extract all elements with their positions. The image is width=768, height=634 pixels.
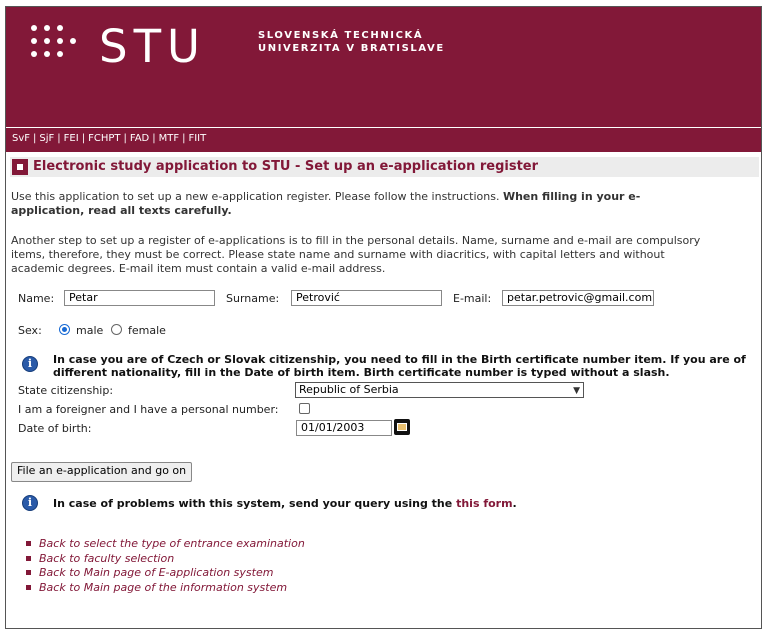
faculty-nav-bar: SvF | SjF | FEI | FCHPT | FAD | MTF | FIIT [6, 127, 761, 152]
citizenship-selected-value: Republic of Serbia [299, 383, 399, 396]
faculty-link-svf[interactable]: SvF [12, 133, 31, 144]
help-info-icon: i [22, 495, 38, 511]
faculty-link-fad[interactable]: FAD [129, 133, 150, 144]
sex-female-radio[interactable] [111, 324, 122, 335]
back-link-eapp-main[interactable]: Back to Main page of E-application system [39, 566, 274, 579]
page-title-bar [10, 157, 759, 177]
bullet-icon [26, 585, 31, 590]
sex-male-radio[interactable] [59, 324, 70, 335]
help-suffix: . [512, 497, 517, 510]
intro-text: Use this application to set up a new e-application register. Please follow the instructions. [11, 190, 500, 203]
dob-label: Date of birth: [18, 422, 92, 435]
name-label: Name: [18, 292, 55, 305]
page-title: Electronic study application to STU - Set up an e-application register [33, 159, 539, 174]
email-label: E-mail: [453, 292, 492, 305]
surname-input[interactable]: Petrović [291, 290, 442, 306]
university-name [258, 29, 445, 55]
university-name-line2: UNIVERZITA V BRATISLAVE [258, 43, 445, 54]
faculty-link-sjf[interactable]: SjF [39, 133, 55, 144]
foreigner-label: I am a foreigner and I have a personal number: [18, 403, 279, 416]
faculty-link-fiit[interactable]: FIIT [188, 133, 207, 144]
sex-label: Sex: [18, 324, 42, 337]
name-input[interactable]: Petar [64, 290, 215, 306]
bullet-icon [26, 556, 31, 561]
email-input[interactable]: petar.petrovic@gmail.com [502, 290, 654, 306]
calendar-icon[interactable] [394, 419, 410, 435]
bullet-icon [26, 541, 31, 546]
help-text-line [53, 497, 517, 510]
sex-male-label[interactable]: male [76, 324, 104, 337]
sex-female-label[interactable]: female [128, 324, 166, 337]
dob-input[interactable]: 01/01/2003 [296, 420, 392, 436]
page-frame [5, 6, 762, 629]
help-text: In case of problems with this system, send your query using the [53, 497, 453, 510]
bullet-icon [26, 570, 31, 575]
title-square-icon [12, 159, 28, 175]
surname-label: Surname: [226, 292, 280, 305]
chevron-down-icon: ▼ [573, 386, 580, 396]
back-link-entrance-exam[interactable]: Back to select the type of entrance examination [39, 537, 305, 550]
citizenship-select[interactable] [295, 382, 584, 398]
citizenship-note: In case you are of Czech or Slovak citizenship, you need to fill in the Birth certificate number item. If you are of different nationality, fill in the Date of birth item. Birth certificate number is typed without a slash. [53, 353, 746, 379]
header-banner [6, 7, 761, 127]
stu-logo-text[interactable]: STU [99, 20, 206, 73]
back-link-info-system[interactable]: Back to Main page of the information system [39, 580, 288, 594]
submit-button[interactable]: File an e-application and go on [11, 462, 192, 482]
foreigner-checkbox[interactable] [299, 403, 310, 414]
info-icon: i [22, 356, 38, 372]
intro-bold-text: When filling in your e-application, read all texts carefully. [11, 190, 641, 217]
faculty-link-fchpt[interactable]: FCHPT [88, 133, 121, 144]
university-name-line1: SLOVENSKÁ TECHNICKÁ [258, 30, 424, 41]
faculty-link-fei[interactable]: FEI [63, 133, 79, 144]
help-form-link[interactable]: this form [456, 497, 513, 510]
faculty-link-mtf[interactable]: MTF [158, 133, 180, 144]
back-link-faculty[interactable]: Back to faculty selection [39, 551, 175, 565]
intro-paragraph [11, 190, 701, 218]
details-paragraph: Another step to set up a register of e-applications is to fill in the personal details. Name, surname and e-mail are compulsory items, therefore, they must be correct. Please state name and surname with diacritics, with capital letters and without academic degrees. E-mail item must contain a valid e-mail address. [11, 234, 701, 275]
stu-logo-dots-icon [31, 25, 91, 69]
citizenship-label: State citizenship: [18, 384, 114, 397]
